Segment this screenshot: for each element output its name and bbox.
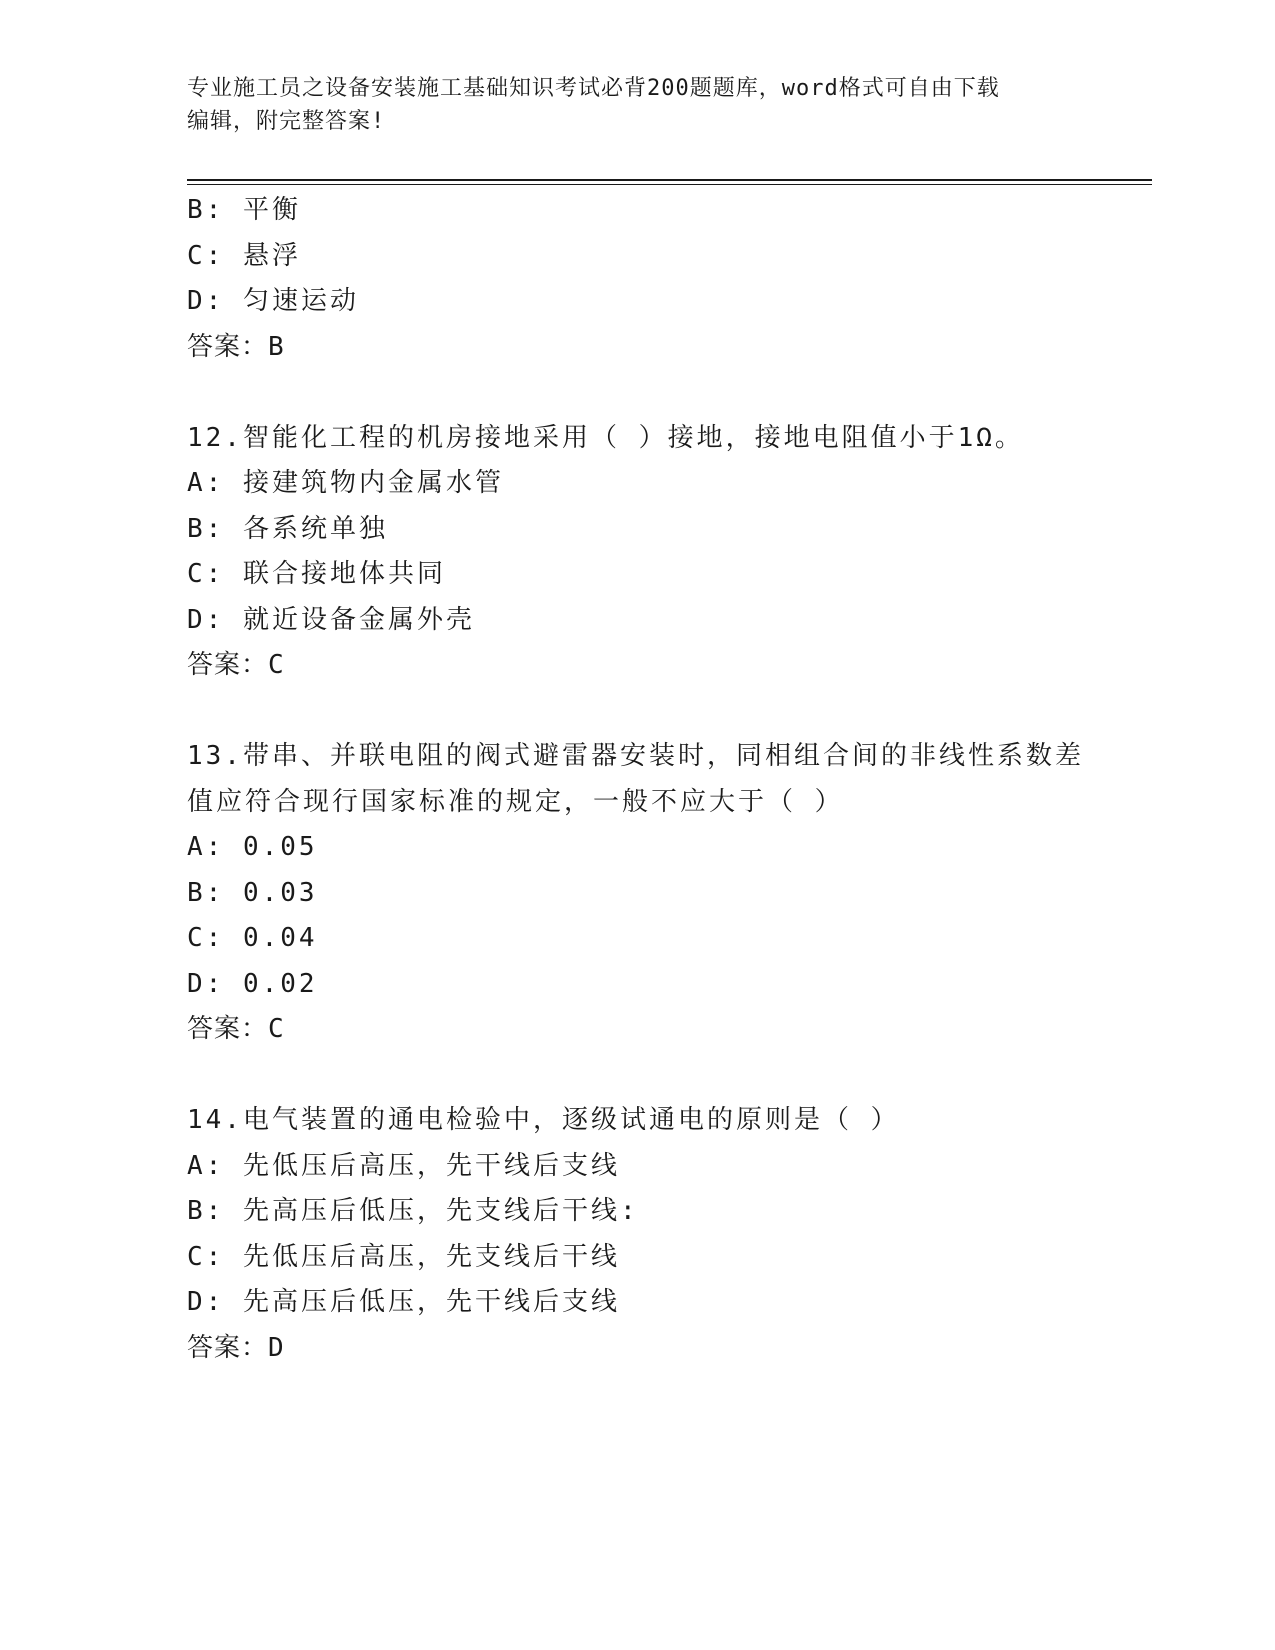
option-text: 各系统单独 xyxy=(242,513,388,544)
document-header xyxy=(187,72,1077,138)
option-a xyxy=(187,1144,1087,1190)
option-b xyxy=(187,1189,1087,1235)
answer-label: 答案： xyxy=(187,331,269,362)
option-b xyxy=(187,188,1087,234)
option-key: C: xyxy=(187,923,225,953)
header-title-line-1: 专业施工员之设备安装施工基础知识考试必背200题题库，word格式可自由下载 xyxy=(187,76,1000,101)
answer-value: C xyxy=(268,1014,285,1044)
option-text: 0.05 xyxy=(242,832,318,862)
answer-label: 答案： xyxy=(187,650,269,680)
question-stem: 12.智能化工程的机房接地采用（ ）接地，接地电阻值小于1Ω。 xyxy=(187,422,1024,453)
question-stem: 14.电气装置的通电检验中，逐级试通电的原则是（ ） xyxy=(187,1105,900,1135)
option-text: 匀速运动 xyxy=(242,286,359,316)
option-key: D: xyxy=(187,604,225,635)
option-text: 0.02 xyxy=(242,968,318,999)
header-title-line-2: 编辑，附完整答案! xyxy=(187,109,386,134)
option-key: A: xyxy=(187,832,225,862)
question-spacer xyxy=(187,1053,1087,1099)
option-c xyxy=(187,1235,1087,1281)
option-text: 先高压后低压，先支线后干线: xyxy=(242,1196,639,1226)
option-key: B: xyxy=(187,877,225,908)
option-text: 悬浮 xyxy=(242,240,301,271)
question-stem-line-1: 13.带串、并联电阻的阀式避雷器安装时，同相组合间的非线性系数差 xyxy=(187,741,1084,771)
option-key: D: xyxy=(187,968,225,999)
option-text: 平衡 xyxy=(242,195,301,225)
answer-label: 答案： xyxy=(187,1332,269,1363)
answer-line xyxy=(187,1326,1087,1372)
option-text: 先高压后低压，先干线后支线 xyxy=(242,1287,620,1317)
option-key: A: xyxy=(187,1150,225,1181)
option-key: C: xyxy=(187,1241,225,1272)
option-key: A: xyxy=(187,468,225,498)
option-b xyxy=(187,507,1087,553)
option-a xyxy=(187,825,1087,871)
option-text: 先低压后高压，先支线后干线 xyxy=(242,1241,620,1272)
option-d xyxy=(187,598,1087,644)
option-a xyxy=(187,461,1087,507)
option-text: 先低压后高压，先干线后支线 xyxy=(242,1150,620,1181)
option-c xyxy=(187,234,1087,280)
answer-value: D xyxy=(268,1332,285,1363)
question-stem-line-2: 值应符合现行国家标准的规定，一般不应大于（ ） xyxy=(187,786,844,817)
question-spacer xyxy=(187,689,1087,735)
option-d xyxy=(187,1280,1087,1326)
question-list xyxy=(187,188,1087,1371)
answer-line xyxy=(187,325,1087,371)
option-c xyxy=(187,552,1087,598)
option-text: 就近设备金属外壳 xyxy=(242,604,475,635)
option-key: D: xyxy=(187,286,225,316)
answer-line xyxy=(187,1007,1087,1053)
option-c xyxy=(187,916,1087,962)
option-b xyxy=(187,871,1087,917)
option-key: B: xyxy=(187,513,225,544)
question-14 xyxy=(187,1098,1087,1371)
option-text: 0.04 xyxy=(242,923,318,953)
question-13 xyxy=(187,734,1087,1053)
question-11-tail xyxy=(187,188,1087,370)
option-key: B: xyxy=(187,195,225,225)
answer-value: B xyxy=(268,331,285,362)
header-divider-thick xyxy=(187,179,1152,181)
option-d xyxy=(187,962,1087,1008)
option-key: C: xyxy=(187,559,225,589)
header-divider-thin xyxy=(187,184,1152,185)
option-key: B: xyxy=(187,1196,225,1226)
option-text: 联合接地体共同 xyxy=(242,559,446,589)
answer-value: C xyxy=(268,650,285,680)
answer-label: 答案： xyxy=(187,1014,269,1044)
option-key: C: xyxy=(187,240,225,271)
option-text: 0.03 xyxy=(242,877,318,908)
option-text: 接建筑物内金属水管 xyxy=(242,468,504,498)
option-key: D: xyxy=(187,1287,225,1317)
question-spacer xyxy=(187,370,1087,416)
answer-line xyxy=(187,643,1087,689)
option-d xyxy=(187,279,1087,325)
question-12 xyxy=(187,416,1087,689)
